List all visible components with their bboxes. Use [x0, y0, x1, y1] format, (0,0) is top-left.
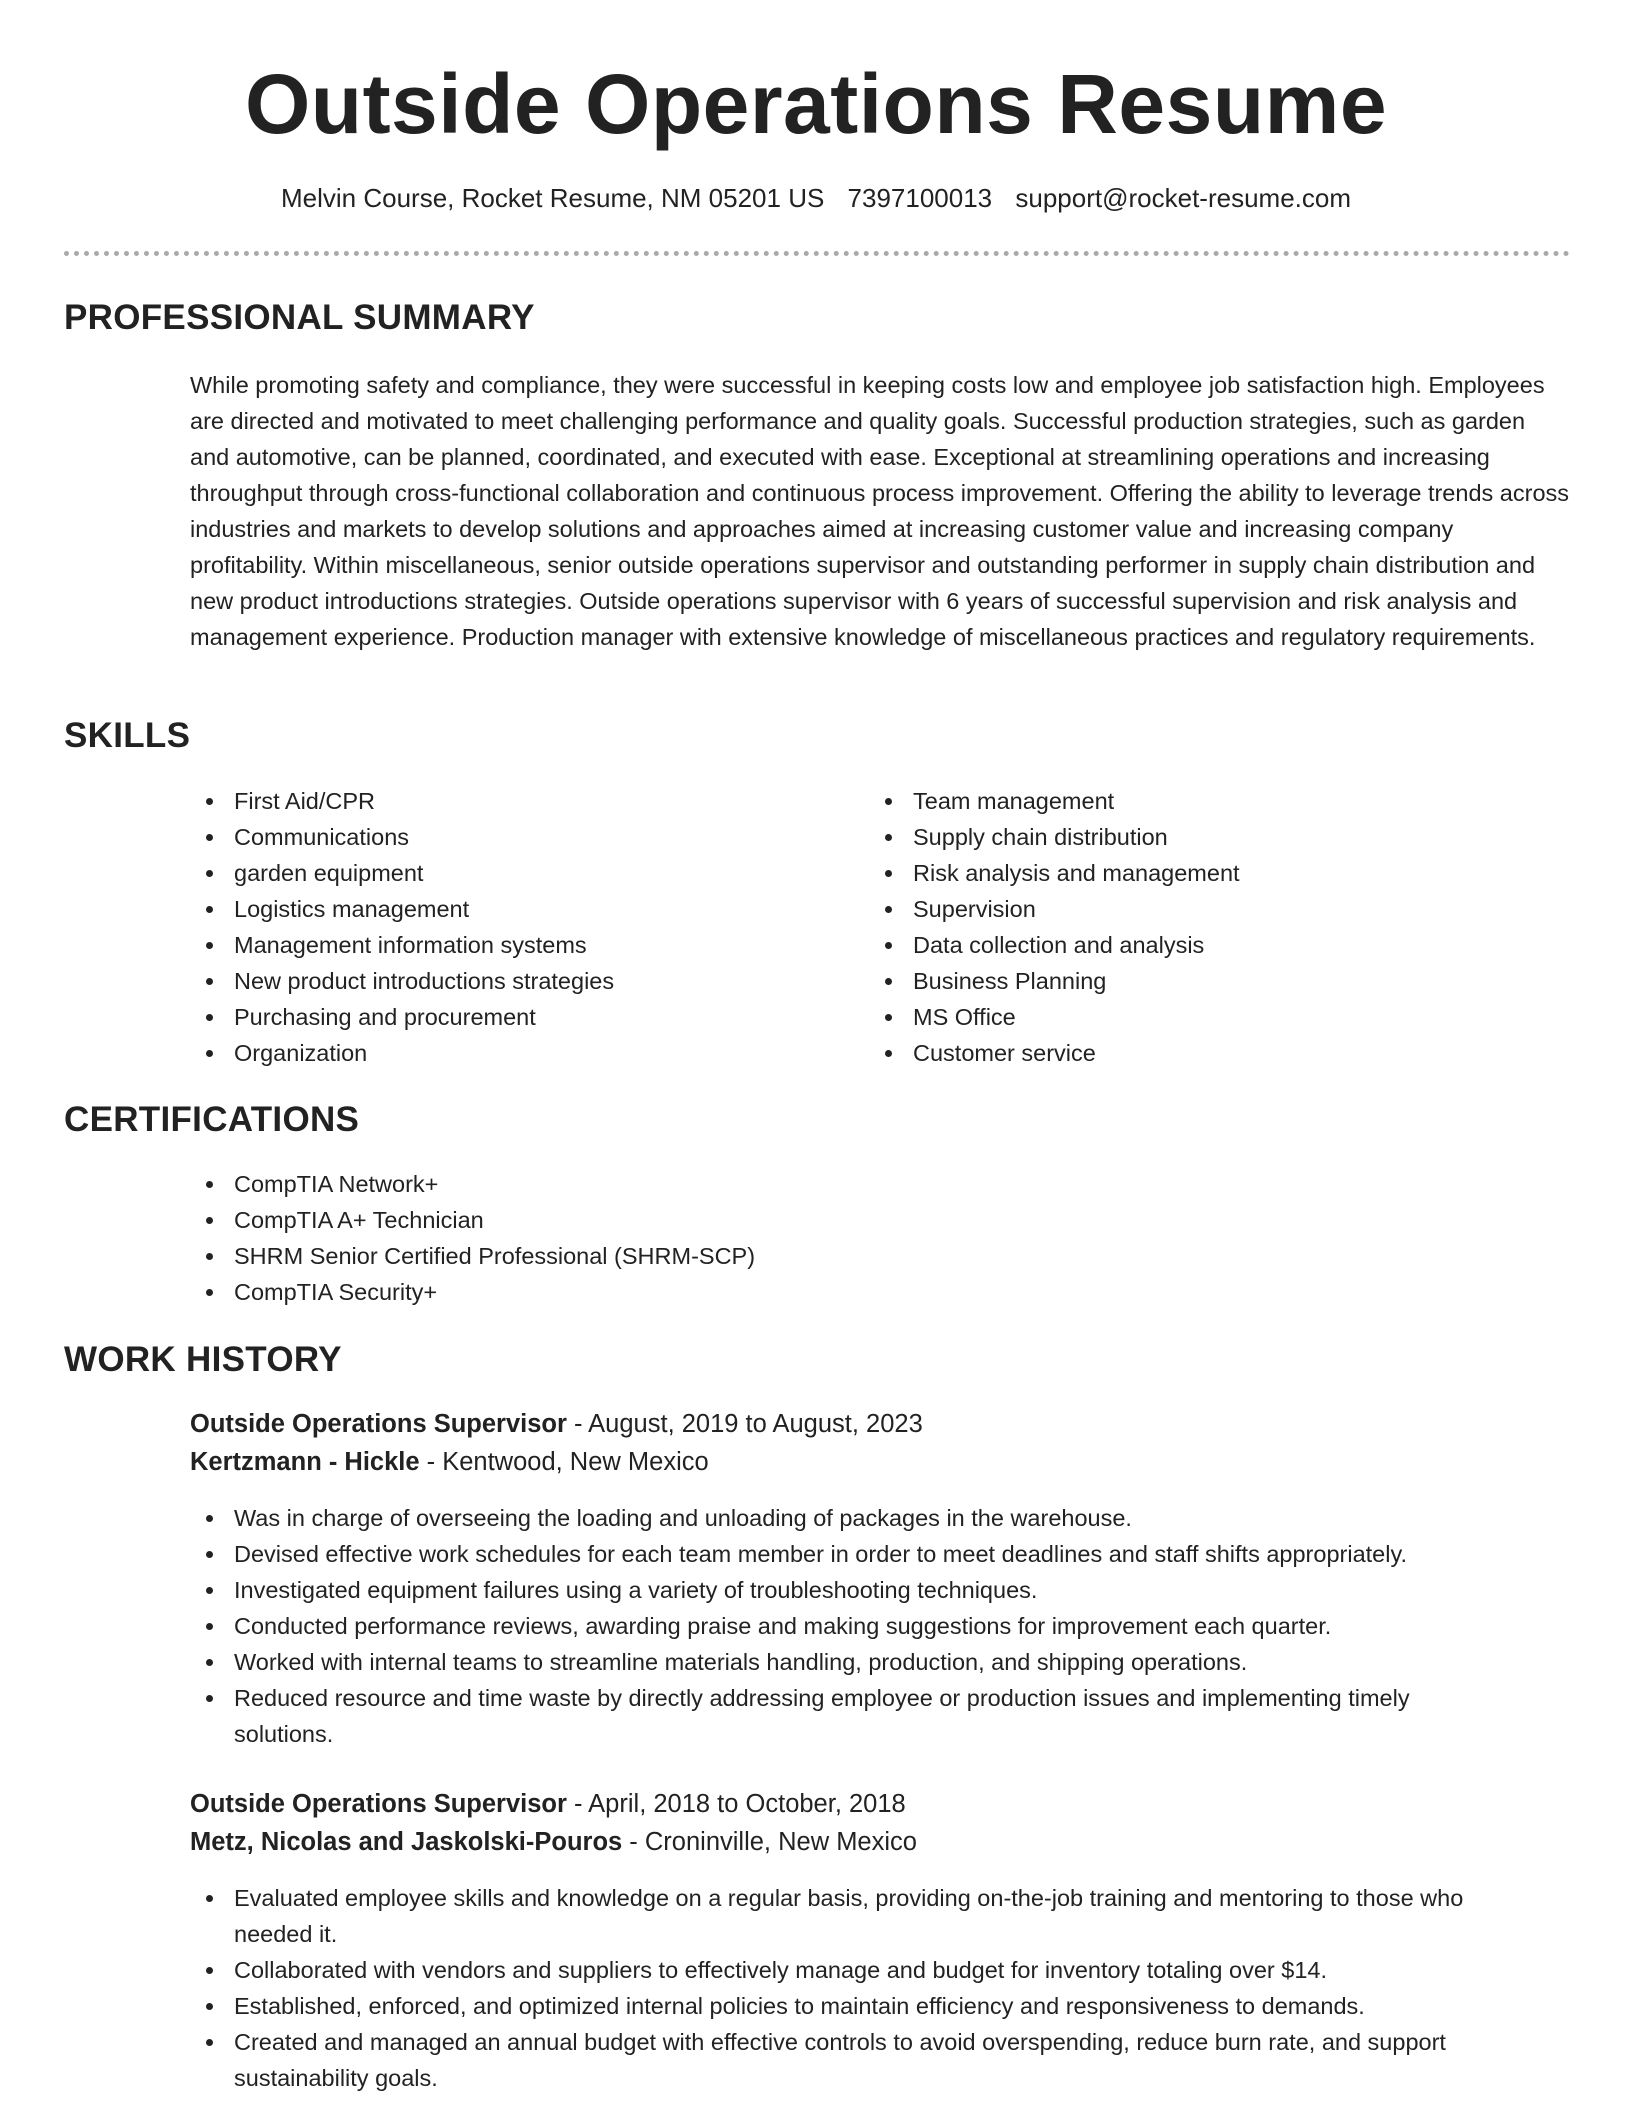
skills-list-left — [190, 783, 830, 1071]
header-divider — [64, 251, 1570, 256]
duty-item: Was in charge of overseeing the loading and unloading of packages in the warehouse. — [190, 1500, 1510, 1536]
job-title: Outside Operations Supervisor — [190, 1790, 567, 1818]
skill-item: First Aid/CPR — [190, 783, 830, 819]
job-company: Metz, Nicolas and Jaskolski-Pouros — [190, 1828, 623, 1856]
job-location: - Croninville, New Mexico — [622, 1828, 917, 1856]
job-2-duties-list — [190, 1880, 1540, 2096]
work-history-heading: WORK HISTORY — [64, 1340, 342, 1379]
job-2-title-line — [190, 1790, 906, 1819]
certifications-list — [190, 1166, 1190, 1310]
skill-item: garden equipment — [190, 855, 830, 891]
summary-heading: PROFESSIONAL SUMMARY — [64, 298, 535, 337]
skill-item: Management information systems — [190, 927, 830, 963]
skill-item: Logistics management — [190, 891, 830, 927]
skill-item: Organization — [190, 1035, 830, 1071]
skills-heading: SKILLS — [64, 716, 191, 755]
duty-item: Worked with internal teams to streamline materials handling, production, and shipping operations. — [190, 1644, 1510, 1680]
resume-title: Outside Operations Resume — [244, 57, 1388, 151]
job-location: - Kentwood, New Mexico — [419, 1448, 709, 1476]
skill-item: Business Planning — [869, 963, 1509, 999]
duty-item: Reduced resource and time waste by directly addressing employee or production issues and implementing timely solutions. — [190, 1680, 1510, 1752]
job-dates: - April, 2018 to October, 2018 — [566, 1790, 906, 1818]
skill-item: Risk analysis and management — [869, 855, 1509, 891]
skills-list-right — [869, 783, 1509, 1071]
skill-item: Customer service — [869, 1035, 1509, 1071]
job-company: Kertzmann - Hickle — [190, 1448, 420, 1476]
certification-item: CompTIA A+ Technician — [190, 1202, 1190, 1238]
duty-item: Collaborated with vendors and suppliers to effectively manage and budget for inventory totaling over $14. — [190, 1952, 1540, 1988]
duty-item: Created and managed an annual budget with effective controls to avoid overspending, reduce burn rate, and support sustainability goals. — [190, 2024, 1540, 2096]
certifications-heading: CERTIFICATIONS — [64, 1100, 360, 1139]
skill-item: Data collection and analysis — [869, 927, 1509, 963]
job-1-title-line — [190, 1410, 923, 1439]
skill-item: MS Office — [869, 999, 1509, 1035]
certification-item: SHRM Senior Certified Professional (SHRM-SCP) — [190, 1238, 1190, 1274]
contact-address: Melvin Course, Rocket Resume, NM 05201 US — [280, 183, 825, 213]
contact-email[interactable]: support@rocket-resume.com — [1015, 183, 1352, 213]
job-1-company-line — [190, 1448, 709, 1477]
duty-item: Conducted performance reviews, awarding praise and making suggestions for improvement each quarter. — [190, 1608, 1510, 1644]
job-2-company-line — [190, 1828, 917, 1857]
skill-item: Supervision — [869, 891, 1509, 927]
job-1-duties-list — [190, 1500, 1510, 1752]
duty-item: Devised effective work schedules for each team member in order to meet deadlines and staff shifts appropriately. — [190, 1536, 1510, 1572]
skill-item: Purchasing and procurement — [190, 999, 830, 1035]
duty-item: Investigated equipment failures using a variety of troubleshooting techniques. — [190, 1572, 1510, 1608]
job-dates: - August, 2019 to August, 2023 — [566, 1410, 923, 1438]
duty-item: Established, enforced, and optimized internal policies to maintain efficiency and responsiveness to demands. — [190, 1988, 1540, 2024]
contact-phone: 7397100013 — [847, 183, 993, 213]
skill-item: Communications — [190, 819, 830, 855]
summary-text: While promoting safety and compliance, they were successful in keeping costs low and employee job satisfaction high. Employees are directed and motivated to meet challenging performance and quality goals. Successful production strategies, such as garden and automotive, can be planned, coordinated, and executed with ease. Exceptional at streamlining operations and increasing throughput through cross-functional collaboration and continuous process improvement. Offering the ability to leverage trends across industries and markets to develop solutions and approaches aimed at increasing customer value and increasing company profitability. Within miscellaneous, senior outside operations supervisor and outstanding performer in supply chain distribution and new product introductions strategies. Outside operations supervisor with 6 years of successful supervision and risk analysis and management experience. Production manager with extensive knowledge of miscellaneous practices and regulatory requirements. — [190, 372, 1570, 650]
certification-item: CompTIA Network+ — [190, 1166, 1190, 1202]
contact-line — [0, 183, 1632, 214]
skill-item: New product introductions strategies — [190, 963, 830, 999]
duty-item: Evaluated employee skills and knowledge on a regular basis, providing on-the-job training and mentoring to those who needed it. — [190, 1880, 1540, 1952]
job-title: Outside Operations Supervisor — [190, 1410, 567, 1438]
certification-item: CompTIA Security+ — [190, 1274, 1190, 1310]
skill-item: Team management — [869, 783, 1509, 819]
skill-item: Supply chain distribution — [869, 819, 1509, 855]
